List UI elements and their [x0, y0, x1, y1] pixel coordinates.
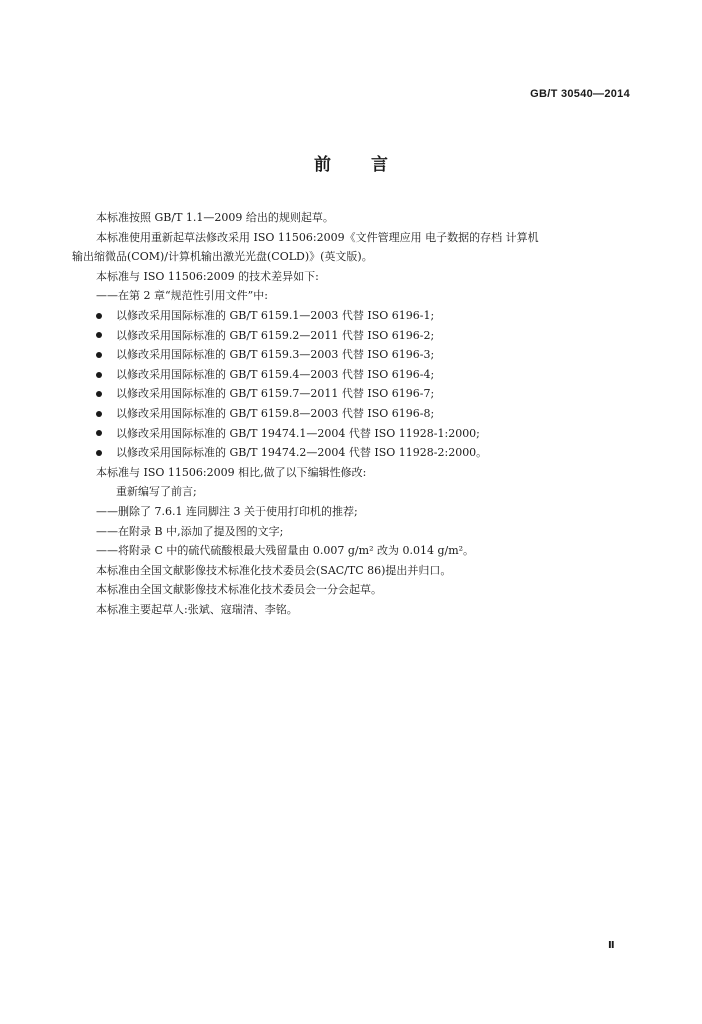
paragraph-drafter-org: 本标准由全国文献影像技术标准化技术委员会一分会起草。 [96, 583, 382, 597]
list-item [72, 365, 632, 385]
bullet-icon [96, 352, 102, 358]
list-item [72, 404, 632, 424]
edit-item: ——将附录 C 中的硫代硫酸根最大残留量由 0.007 g/m² 改为 0.014 g/m²。 [96, 544, 475, 558]
list-item-text: 以修改采用国际标准的 GB/T 6159.3—2003 代替 ISO 6196-3; [116, 348, 435, 362]
list-item-text: 以修改采用国际标准的 GB/T 6159.1—2003 代替 ISO 6196-1; [116, 308, 435, 322]
paragraph-adoption-cont: 输出缩微品(COM)/计算机输出激光光盘(COLD)》(英文版)。 [72, 250, 373, 264]
edit-item: 重新编写了前言; [116, 485, 197, 499]
paragraph-drafting-rules: 本标准按照 GB/T 1.1—2009 给出的规则起草。 [96, 211, 334, 224]
bullet-icon [96, 411, 102, 417]
list-item-text: 以修改采用国际标准的 GB/T 19474.2—2004 代替 ISO 11928-2:2000。 [116, 446, 488, 460]
bullet-icon [96, 332, 102, 338]
paragraph-proposer: 本标准由全国文献影像技术标准化技术委员会(SAC/TC 86)提出并归口。 [96, 563, 452, 577]
paragraph-chapter2: ——在第 2 章“规范性引用文件”中: [96, 289, 268, 303]
list-item-text: 以修改采用国际标准的 GB/T 6159.4—2003 代替 ISO 6196-4; [116, 367, 435, 381]
paragraph-drafters: 本标准主要起草人:张斌、寇瑞清、李铭。 [96, 602, 298, 616]
list-item-text: 以修改采用国际标准的 GB/T 6159.7—2011 代替 ISO 6196-7; [116, 387, 435, 401]
list-item [72, 384, 632, 404]
list-item-text: 以修改采用国际标准的 GB/T 6159.8—2003 代替 ISO 6196-8; [116, 406, 435, 420]
document-body [72, 208, 632, 619]
list-item [72, 326, 632, 346]
list-item [72, 306, 632, 326]
list-item [72, 443, 632, 463]
paragraph-tech-diff: 本标准与 ISO 11506:2009 的技术差异如下: [96, 269, 319, 283]
standard-code: GB/T 30540—2014 [530, 88, 630, 100]
list-item [72, 345, 632, 365]
paragraph-editorial-intro: 本标准与 ISO 11506:2009 相比,做了以下编辑性修改: [96, 465, 367, 479]
list-item-text: 以修改采用国际标准的 GB/T 19474.1—2004 代替 ISO 11928-1:2000; [116, 426, 480, 440]
page-number: Ⅱ [608, 940, 615, 951]
bullet-icon [96, 430, 102, 436]
list-item [72, 424, 632, 444]
edit-item: ——删除了 7.6.1 连同脚注 3 关于使用打印机的推荐; [96, 504, 358, 518]
page-title: 前言 [314, 155, 428, 175]
list-item-text: 以修改采用国际标准的 GB/T 6159.2—2011 代替 ISO 6196-2; [116, 328, 435, 342]
edit-item: ——在附录 B 中,添加了提及图的文字; [96, 524, 284, 538]
bullet-icon [96, 313, 102, 319]
bullet-icon [96, 450, 102, 456]
bullet-icon [96, 391, 102, 397]
bullet-icon [96, 372, 102, 378]
paragraph-adoption: 本标准使用重新起草法修改采用 ISO 11506:2009《文件管理应用 电子数据的存档 计算机 [96, 230, 539, 244]
